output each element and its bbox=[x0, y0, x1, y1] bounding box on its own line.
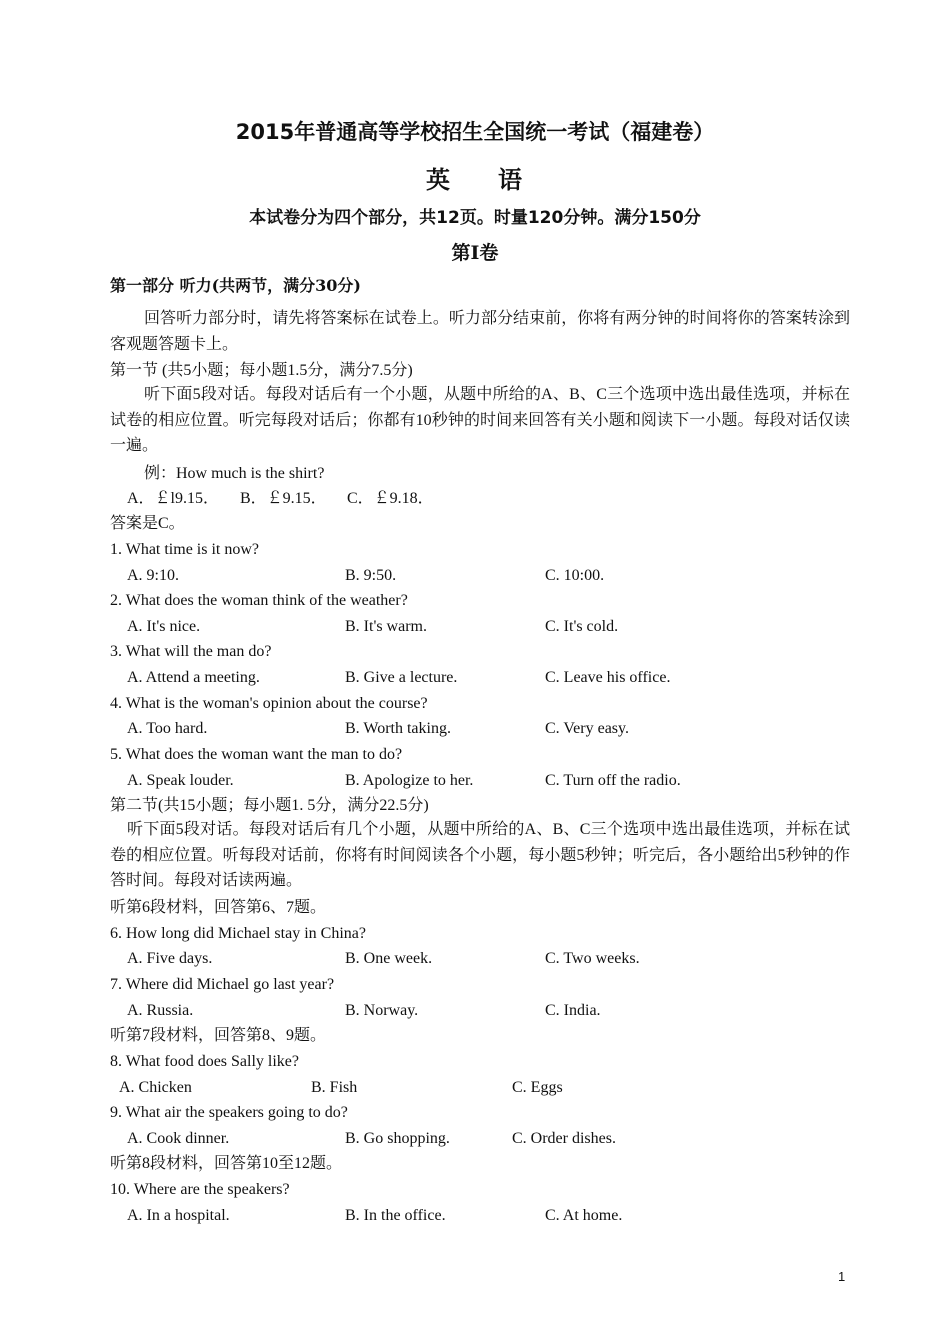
q3-option-b: B. Give a lecture. bbox=[345, 669, 458, 686]
question-3: 3. What will the man do? bbox=[110, 643, 272, 660]
subject-heading bbox=[0, 160, 950, 195]
q4-option-b: B. Worth taking. bbox=[345, 720, 451, 737]
q6-option-c: C. Two weeks. bbox=[545, 950, 640, 967]
part1-heading: 第一部分 听力(共两节，满分30分) bbox=[110, 276, 361, 295]
q9-option-a: A. Cook dinner. bbox=[127, 1130, 230, 1147]
example-option-b: B．￡9.15． bbox=[240, 490, 327, 507]
q1-option-b: B. 9:50. bbox=[345, 567, 397, 584]
section2-heading: 第二节(共15小题；每小题1. 5分，满分22.5分) bbox=[110, 797, 429, 814]
q10-option-a: A. In a hospital. bbox=[127, 1207, 230, 1224]
section1-instructions: 听下面5段对话。每段对话后有一个小题，从题中所给的A、B、C三个选项中选出最佳选项，并标在试卷的相应位置。听完每段对话后；你都有10秒钟的时间来回答有关小题和阅读下一小题。每段对话仅读一遍。 bbox=[110, 386, 850, 454]
material-7-note: 听第7段材料，回答第8、9题。 bbox=[110, 1027, 327, 1044]
example-option-c: C．￡9.18． bbox=[347, 490, 434, 507]
q8-option-a: A. Chicken bbox=[119, 1079, 192, 1096]
q1-option-c: C. 10:00. bbox=[545, 567, 605, 584]
q7-option-b: B. Norway. bbox=[345, 1002, 419, 1019]
q4-option-a: A. Too hard. bbox=[127, 720, 208, 737]
q4-option-c: C. Very easy. bbox=[545, 720, 629, 737]
q9-option-b: B. Go shopping. bbox=[345, 1130, 450, 1147]
section1-heading: 第一节 (共5小题；每小题1.5分，满分7.5分) bbox=[110, 362, 413, 379]
part1-intro: 回答听力部分时，请先将答案标在试卷上。听力部分结束前，你将有两分钟的时间将你的答案转涂到客观题答题卡上。 bbox=[110, 310, 850, 353]
example-answer: 答案是C。 bbox=[110, 515, 185, 532]
example-question: 例：How much is the shirt? bbox=[144, 465, 325, 482]
q3-option-c: C. Leave his office. bbox=[545, 669, 671, 686]
question-4: 4. What is the woman's opinion about the course? bbox=[110, 695, 428, 712]
q5-option-a: A. Speak louder. bbox=[127, 772, 234, 789]
q2-option-a: A. It's nice. bbox=[127, 618, 201, 635]
question-6: 6. How long did Michael stay in China? bbox=[110, 925, 366, 942]
question-8: 8. What food does Sally like? bbox=[110, 1053, 299, 1070]
question-1: 1. What time is it now? bbox=[110, 541, 260, 558]
q10-option-b: B. In the office. bbox=[345, 1207, 446, 1224]
q7-option-a: A. Russia. bbox=[127, 1002, 194, 1019]
material-6-note: 听第6段材料，回答第6、7题。 bbox=[110, 899, 327, 916]
question-5: 5. What does the woman want the man to do? bbox=[110, 746, 403, 763]
section2-instructions: 听下面5段对话。每段对话后有几个小题，从题中所给的A、B、C三个选项中选出最佳选项，并标在试卷的相应位置。听每段对话前，你将有时间阅读各个小题，每小题5秒钟；听完后，各小题给出5秒钟的作答时间。每段对话读两遍。 bbox=[110, 821, 850, 889]
q3-option-a: A. Attend a meeting. bbox=[127, 669, 260, 686]
subject-char-2: 语 bbox=[498, 166, 524, 194]
page-number: 1 bbox=[838, 1269, 846, 1284]
subject-char-1: 英 bbox=[426, 166, 452, 194]
exam-title: 2015年普通高等学校招生全国统一考试（福建卷） bbox=[235, 120, 715, 144]
question-10: 10. Where are the speakers? bbox=[110, 1181, 290, 1198]
material-8-note: 听第8段材料，回答第10至12题。 bbox=[110, 1155, 343, 1172]
q10-option-c: C. At home. bbox=[545, 1207, 623, 1224]
q8-option-b: B. Fish bbox=[311, 1079, 358, 1096]
question-9: 9. What air the speakers going to do? bbox=[110, 1104, 348, 1121]
q5-option-b: B. Apologize to her. bbox=[345, 772, 474, 789]
q6-option-b: B. One week. bbox=[345, 950, 433, 967]
q2-option-c: C. It's cold. bbox=[545, 618, 619, 635]
q7-option-c: C. India. bbox=[545, 1002, 601, 1019]
q2-option-b: B. It's warm. bbox=[345, 618, 427, 635]
q5-option-c: C. Turn off the radio. bbox=[545, 772, 681, 789]
q9-option-c: C. Order dishes. bbox=[512, 1130, 616, 1147]
question-7: 7. Where did Michael go last year? bbox=[110, 976, 335, 993]
q8-option-c: C. Eggs bbox=[512, 1079, 563, 1096]
q6-option-a: A. Five days. bbox=[127, 950, 213, 967]
question-2: 2. What does the woman think of the weather? bbox=[110, 592, 408, 609]
exam-info: 本试卷分为四个部分，共12页。时量120分钟。满分150分 bbox=[249, 208, 701, 228]
example-option-a: A．￡l9.15． bbox=[127, 490, 220, 507]
q1-option-a: A. 9:10. bbox=[127, 567, 179, 584]
volume-heading: 第Ⅰ卷 bbox=[451, 242, 499, 264]
